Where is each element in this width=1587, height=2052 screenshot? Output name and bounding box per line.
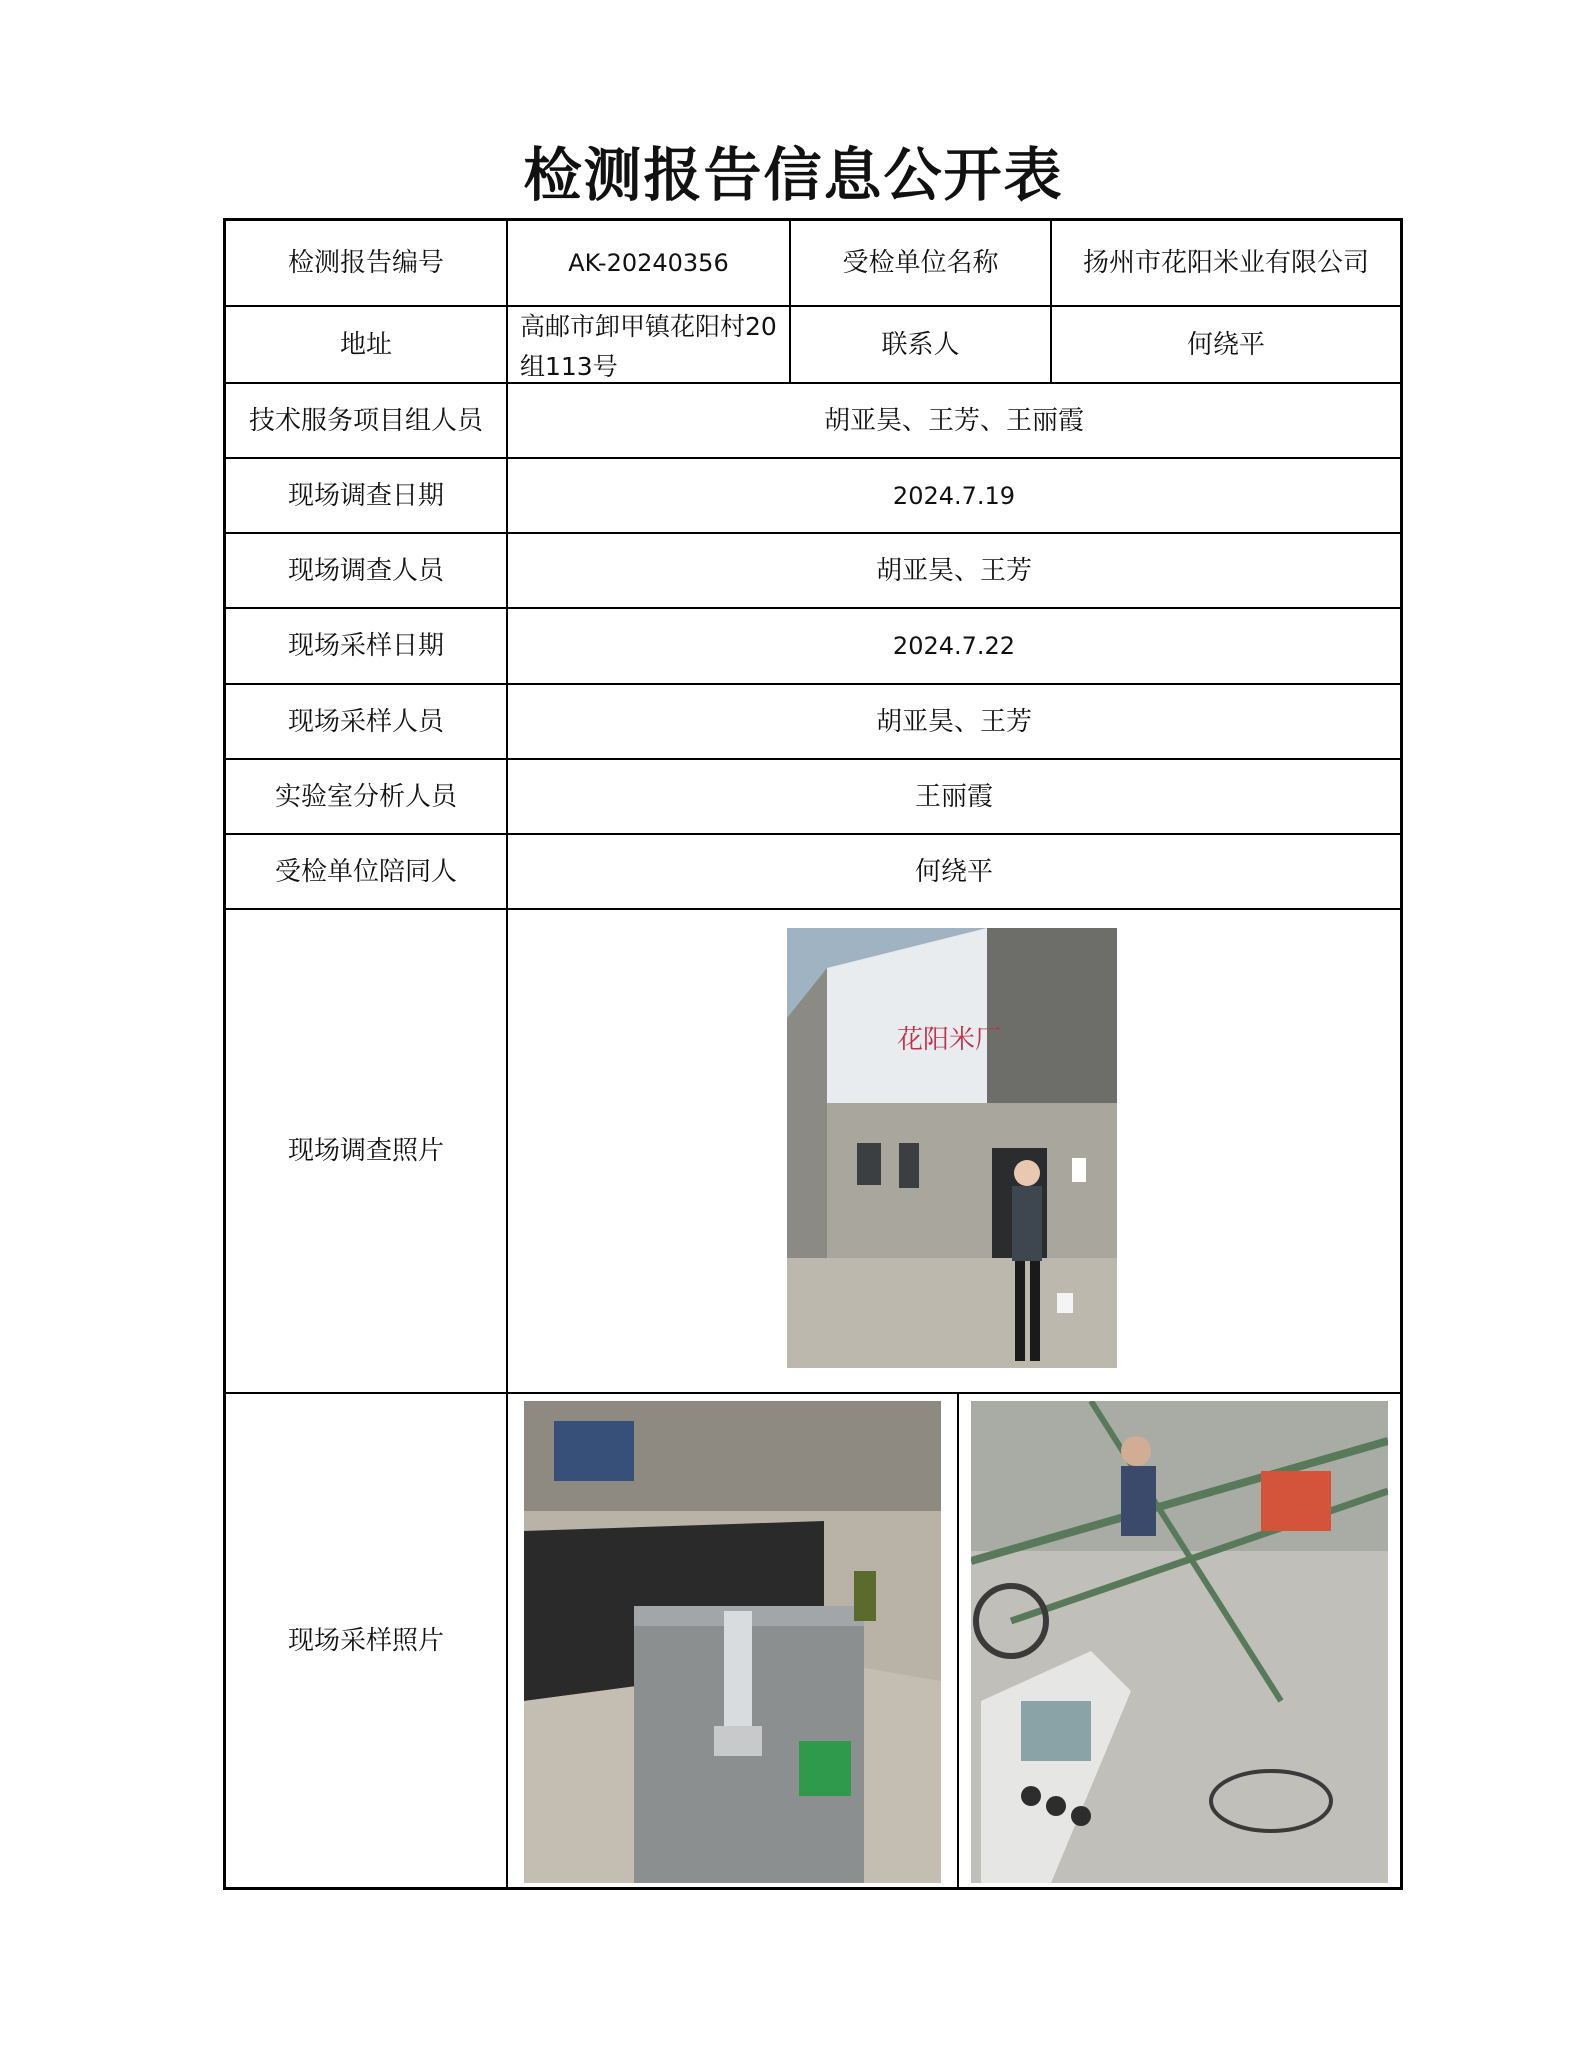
sign-text: 花阳米厂 <box>897 1025 1002 1055</box>
sampling-photo-1 <box>524 1401 941 1883</box>
sampling-photo-2 <box>971 1401 1388 1883</box>
survey-photo <box>787 928 1117 1368</box>
row-label: 受检单位陪同人 <box>274 856 457 887</box>
unit-value: 扬州市花阳米业有限公司 <box>1082 248 1369 278</box>
row-label: 现场采样日期 <box>287 631 444 661</box>
contact-label: 联系人 <box>881 329 960 360</box>
row-label: 现场调查人员 <box>287 555 444 586</box>
row-value: 2024.7.22 <box>892 632 1016 660</box>
row-value: 何绕平 <box>914 856 993 887</box>
address-value: 高邮市卸甲镇花阳村20组113号 <box>520 312 777 381</box>
report-no-value: AK-20240356 <box>568 249 729 277</box>
row-value: 胡亚昊、王芳、王丽霞 <box>823 405 1084 436</box>
row-label: 现场调查日期 <box>287 480 444 511</box>
unit-label: 受检单位名称 <box>842 248 999 278</box>
row-value: 胡亚昊、王芳 <box>875 706 1032 737</box>
sampling-photo-label: 现场采样照片 <box>287 1625 444 1656</box>
report-no-label: 检测报告编号 <box>287 248 444 278</box>
row-value: 胡亚昊、王芳 <box>875 555 1032 586</box>
row-value: 2024.7.19 <box>892 481 1016 510</box>
info-table <box>223 218 1403 1890</box>
survey-photo-label: 现场调查照片 <box>287 1136 444 1166</box>
row-label: 现场采样人员 <box>287 706 444 737</box>
contact-value: 何绕平 <box>1186 329 1265 360</box>
row-value: 王丽霞 <box>914 781 993 812</box>
row-label: 实验室分析人员 <box>274 781 457 812</box>
address-label: 地址 <box>339 329 392 360</box>
row-label: 技术服务项目组人员 <box>248 405 483 436</box>
page-title: 检测报告信息公开表 <box>523 141 1064 209</box>
